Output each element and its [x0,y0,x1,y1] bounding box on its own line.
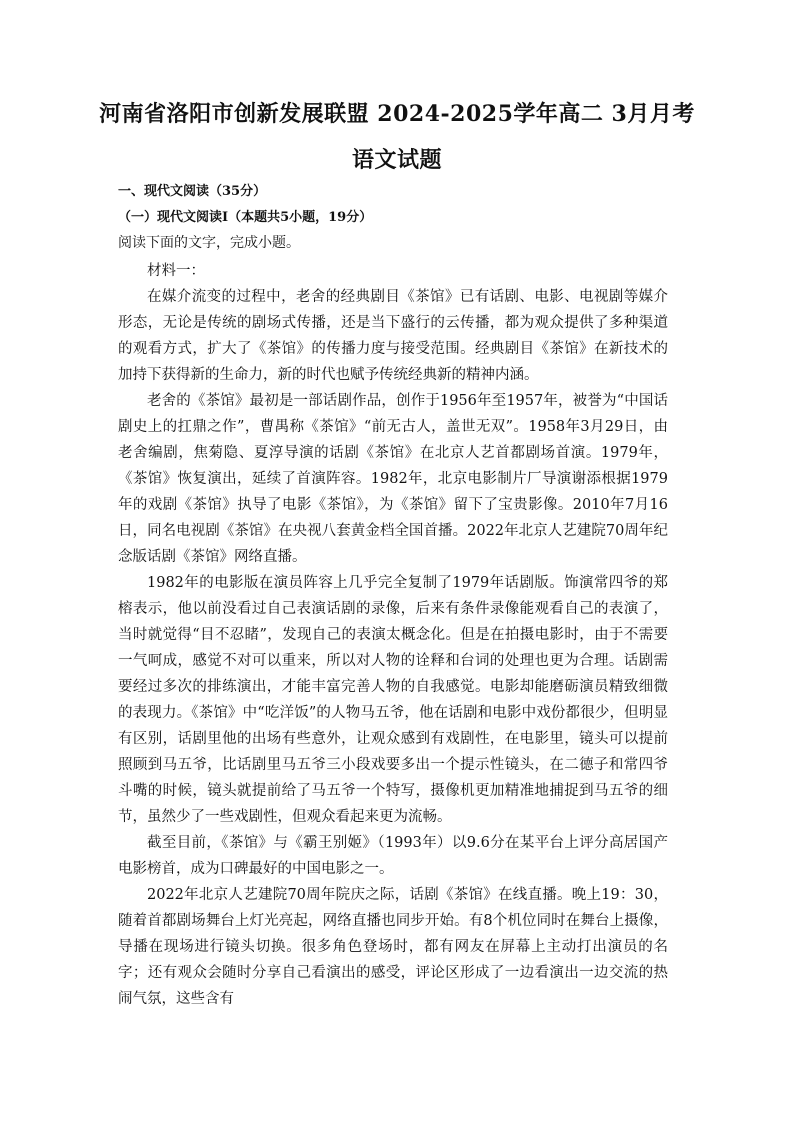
subsection-heading: （一）现代文阅读Ⅰ（本题共5小题，19分） [118,210,373,225]
material-label: 材料一： [147,263,205,279]
paragraph: 截至目前，《茶馆》与《霸王别姬》（1993年）以9.6分在某平台上评分高居国产电影榜首，成为口碑最好的中国电影之一。 [118,835,668,877]
document-title: 河南省洛阳市创新发展联盟 2024-2025学年高二 3月月考 [99,101,695,127]
paragraph: 1982年的电影版在演员阵容上几乎完全复制了1979年话剧版。饰演常四爷的郑榕表示，他以前没看过自己表演话剧的录像，后来有条件录像能观看自己的表演了，当时就觉得“目不忍睹”，发现自己的表演太概念化。但是在拍摄电影时，由于不需要一气呵成，感觉不对可以重来，所以对人物的诠释和台词的处理也更为合理。话剧需要经过多次的排练演出，才能丰富完善人物的自我感觉。电影却能磨砺演员精致细微的表现力。《茶馆》中“吃洋饭”的人物马五爷，他在话剧和电影中戏份都很少，但明显有区别，话剧里他的出场有些意外，让观众感到有戏剧性，在电影里，镜头可以提前照顾到马五爷，比话剧里马五爷三小段戏要多出一个提示性镜头，在二德子和常四爷斗嘴的时候，镜头就提前给了马五爷一个特写，摄像机更加精准地捕捉到马五爷的细节，虽然少了一些戏剧性，但观众看起来更为流畅。 [118,575,668,825]
section-heading: 一、现代文阅读（35分） [118,184,267,199]
paragraph: 老舍的《茶馆》最初是一部话剧作品，创作于1956年至1957年，被誉为“中国话剧史上的扛鼎之作”，曹禺称《茶馆》“前无古人，盖世无双”。1958年3月29日，由老舍编剧，焦菊隐、夏淳导演的话剧《茶馆》在北京人艺首都剧场首演。1979年，《茶馆》恢复演出，延续了首演阵容。1982年，北京电影制片厂导演谢添根据1979年的戏剧《茶馆》执导了电影《茶馆》，为《茶馆》留下了宝贵影像。2010年7月16日，同名电视剧《茶馆》在央视八套黄金档全国首播。2022年北京人艺建院70周年纪念版话剧《茶馆》网络直播。 [118,393,668,565]
paragraph: 在媒介流变的过程中，老舍的经典剧目《茶馆》已有话剧、电影、电视剧等媒介形态，无论是传统的剧场式传播，还是当下盛行的云传播，都为观众提供了多种渠道的观看方式，扩大了《茶馆》的传播力度与接受范围。经典剧目《茶馆》在新技术的加持下获得新的生命力，新的时代也赋予传统经典新的精神内涵。 [118,289,668,383]
document-subtitle: 语文试题 [351,147,442,173]
reading-instruction: 阅读下面的文字，完成小题。 [118,235,300,251]
passage-body [118,258,668,1012]
paragraph: 2022年北京人艺建院70周年院庆之际，话剧《茶馆》在线直播。晚上19：30，随着首都剧场舞台上灯光亮起，网络直播也同步开始。有8个机位同时在舞台上摄像，导播在现场进行镜头切换。很多角色登场时，都有网友在屏幕上主动打出演员的名字；还有观众会随时分享自己看演出的感受，评论区形成了一边看演出一边交流的热闹气氛，这些含有 [118,887,668,1007]
